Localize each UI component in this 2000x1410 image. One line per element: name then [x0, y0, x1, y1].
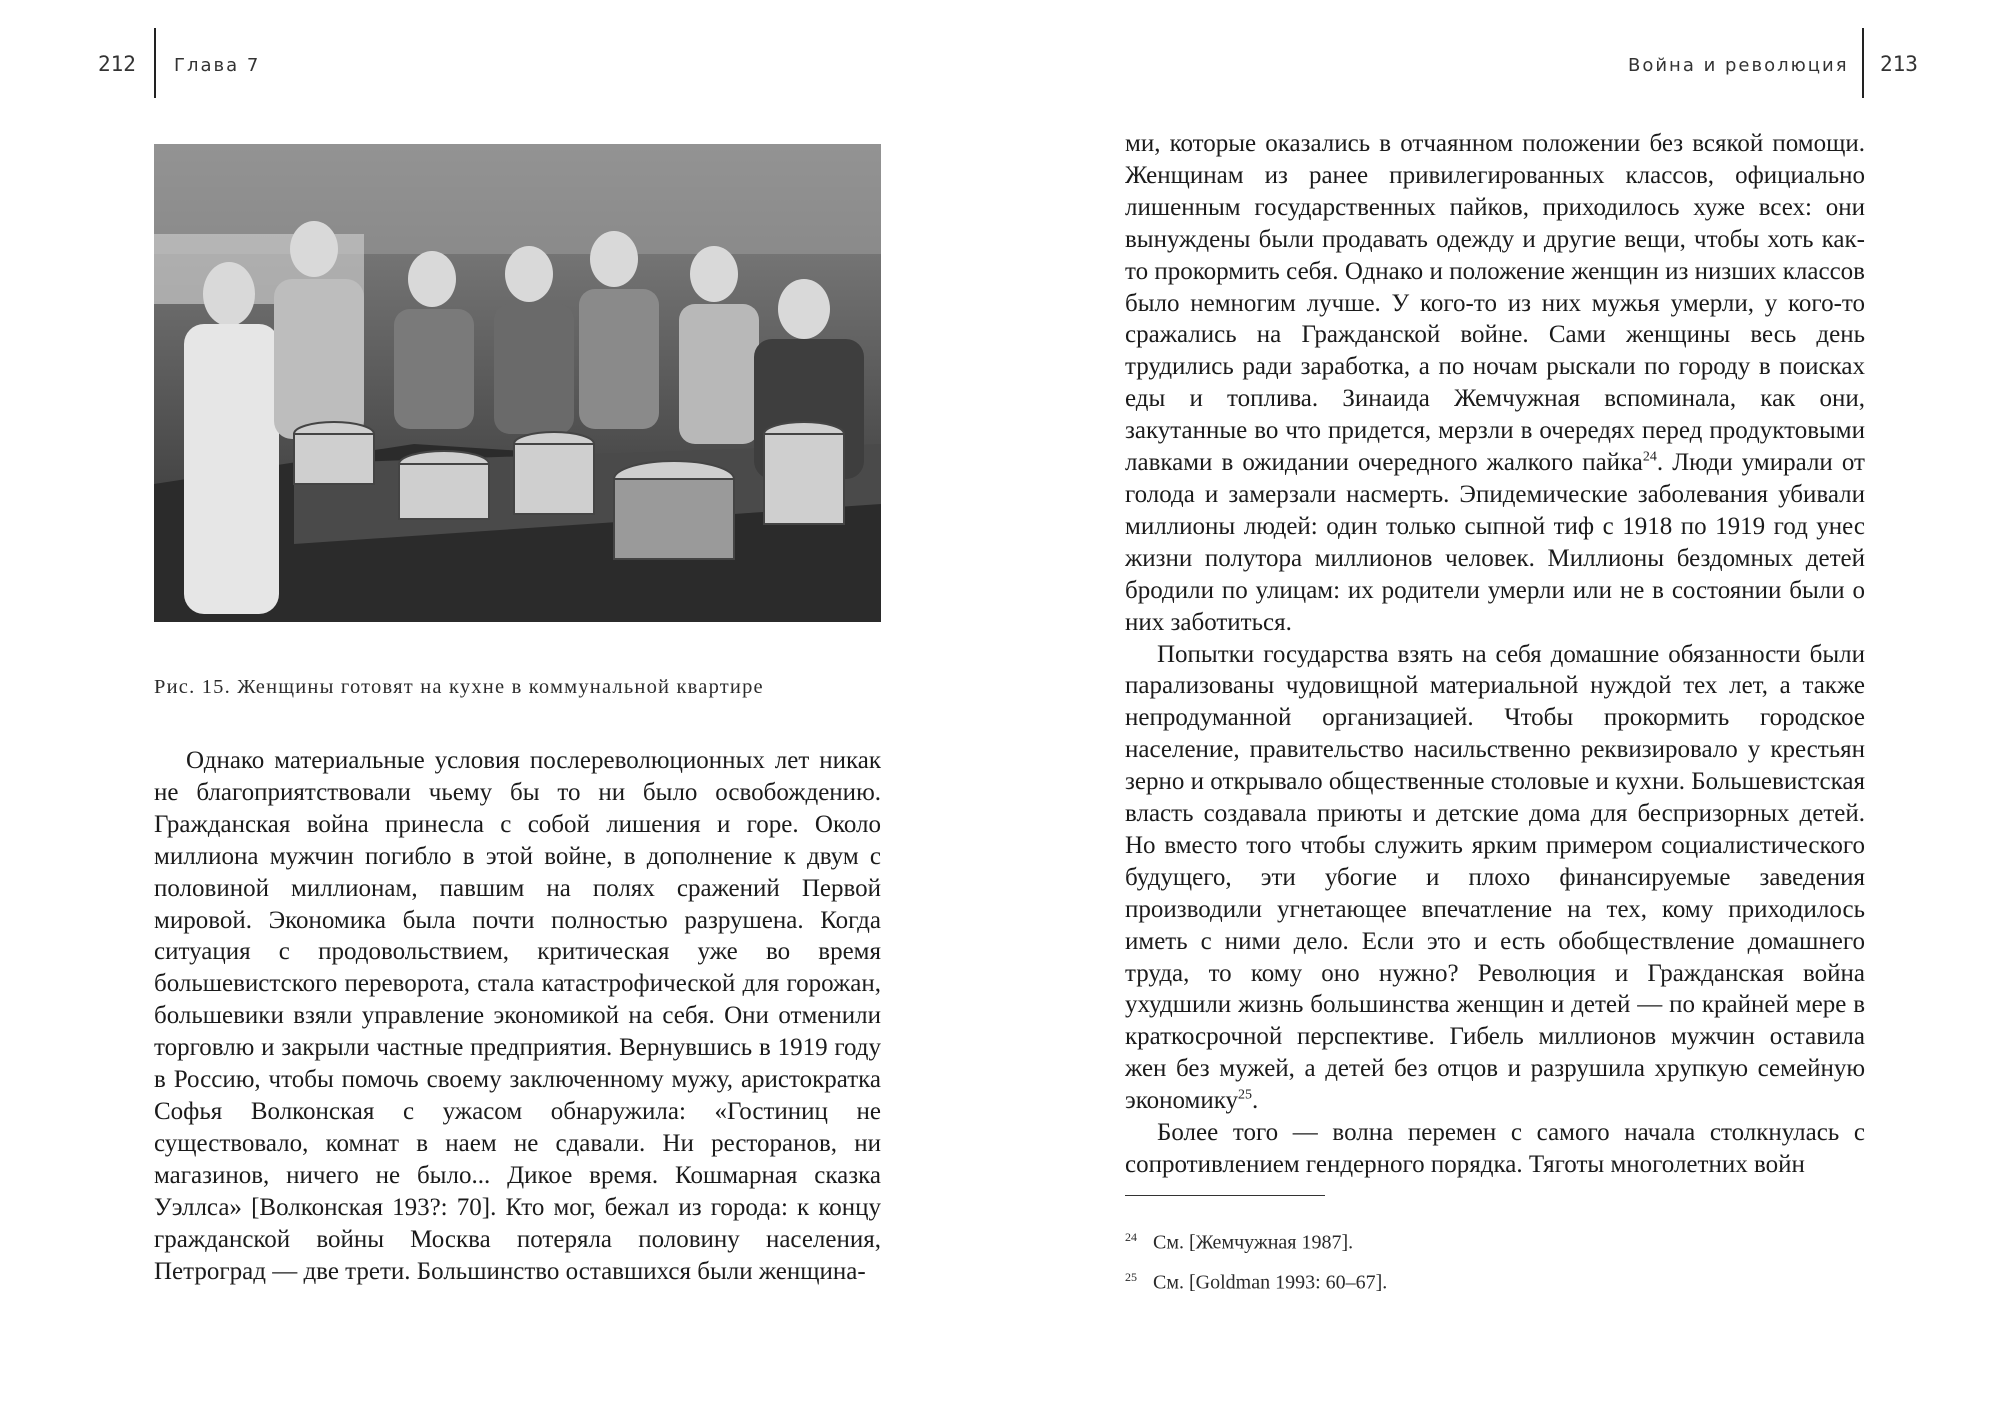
left-page — [0, 0, 990, 1410]
text-run: . Люди умирали от голода и замерзали насмерть. Эпидемические заболевания убивали миллионы людей: один только сыпной тиф с 1918 по 1919 год унес жизни полутора миллионов человек. Миллионы бездомных детей бродили по улицам: их родители умерли или не в состоянии были о них заботиться. — [1125, 449, 1865, 636]
kitchen-photo-illustration — [154, 144, 881, 622]
header-divider — [154, 28, 156, 98]
left-body-text — [154, 745, 881, 1287]
text-run: . — [1252, 1087, 1259, 1115]
paragraph — [1125, 639, 1865, 1118]
footnote-text: См. [Goldman 1993: 60–67]. — [1153, 1271, 1388, 1294]
right-page — [1000, 0, 2000, 1410]
footnote — [1125, 1260, 1825, 1300]
chapter-label: Глава 7 — [174, 55, 261, 76]
right-body-text — [1125, 128, 1865, 1181]
paragraph: Однако материальные условия послереволюционных лет никак не благоприятствовали чьему бы то ни было освобождению. Гражданская война принесла с собой лишения и горе. Около миллиона мужчин погибло в этой войне, в дополнение к двум с половиной миллионам, павшим на полях сражений Первой мировой. Экономика была почти полностью разрушена. Когда ситуация с продовольствием, критическая уже во время большевистского переворота, стала катастрофической для горожан, большевики взяли управление экономикой на себя. Они отменили торговлю и закрыли частные предприятия. Вернувшись в 1919 году в Россию, чтобы помочь своему заключенному мужу, аристократка Софья Волконская с ужасом обнаружила: «Гостиниц не существовало, комнат в наем не сдавали. Ни ресторанов, ни магазинов, ничего не было... Дикое время. Кошмарная сказка Уэллса» [Волконская 193?: 70]. Кто мог, бежал из города: к концу гражданской войны Москва потеряла половину населения, Петроград — две трети. Большинство оставшихся были женщина- — [154, 747, 881, 1285]
footnote-number: 25 — [1125, 1269, 1137, 1284]
header-divider — [1862, 28, 1864, 98]
page-number: 212 — [98, 52, 136, 76]
footnote-number: 24 — [1125, 1230, 1137, 1244]
paragraph: Более того — волна перемен с самого начала столкнулась с сопротивлением гендерного порядка. Тяготы многолетних войн — [1125, 1119, 1865, 1178]
figure-caption: Рис. 15. Женщины готовят на кухне в коммунальной квартире — [154, 676, 764, 698]
footnotes — [1125, 1220, 1825, 1299]
page-number: 213 — [1880, 52, 1918, 76]
footnote — [1125, 1220, 1825, 1260]
footnote-divider — [1125, 1195, 1325, 1196]
footnote-ref[interactable]: 25 — [1238, 1087, 1253, 1103]
text-run: Попытки государства взять на себя домашние обязанности были парализованы чудовищной материальной нуждой тех лет, а также непродуманной организацией. Чтобы прокормить городское население, правительство насильственно реквизировало у крестьян зерно и открывало общественные столовые и кухни. Большевистская власть создавала приюты и детские дома для беспризорных детей. Но вместо того чтобы служить ярким примером социалистического будущего, эти убогие и плохо финансируемые заведения производили угнетающее впечатление на тех, кому приходилось иметь с ними дело. Если это и есть обобществление домашнего труда, то кому оно нужно? Революция и Гражданская война ухудшили жизнь большинства женщин и детей — по крайней мере в краткосрочной перспективе. Гибель миллионов мужчин оставила жен без мужей, а детей без отцов и разрушила хрупкую семейную экономику — [1125, 640, 1865, 1115]
footnote-text: См. [Жемчужная 1987]. — [1153, 1231, 1354, 1254]
paragraph — [1125, 128, 1865, 639]
kitchen-photo — [154, 144, 881, 622]
running-title: Война и революция — [1628, 55, 1849, 76]
footnote-ref[interactable]: 24 — [1642, 449, 1657, 465]
text-run: ми, которые оказались в отчаянном положении без всякой помощи. Женщинам из ранее привилегированных классов, официально лишенным государственных пайков, приходилось хуже всех: они вынуждены были продавать одежду и другие вещи, чтобы хоть как-то прокормить себя. Однако и положение женщин из низших классов было немногим лучше. У кого-то из них мужья умерли, у кого-то сражались на Гражданской войне. Сами женщины весь день трудились ради заработка, а по ночам рыскали по городу в поисках еды и топлива. Зинаида Жемчужная вспоминала, как они, закутанные во что придется, мерзли в очередях перед продуктовыми лавками в ожидании очередного жалкого пайка — [1125, 130, 1865, 477]
